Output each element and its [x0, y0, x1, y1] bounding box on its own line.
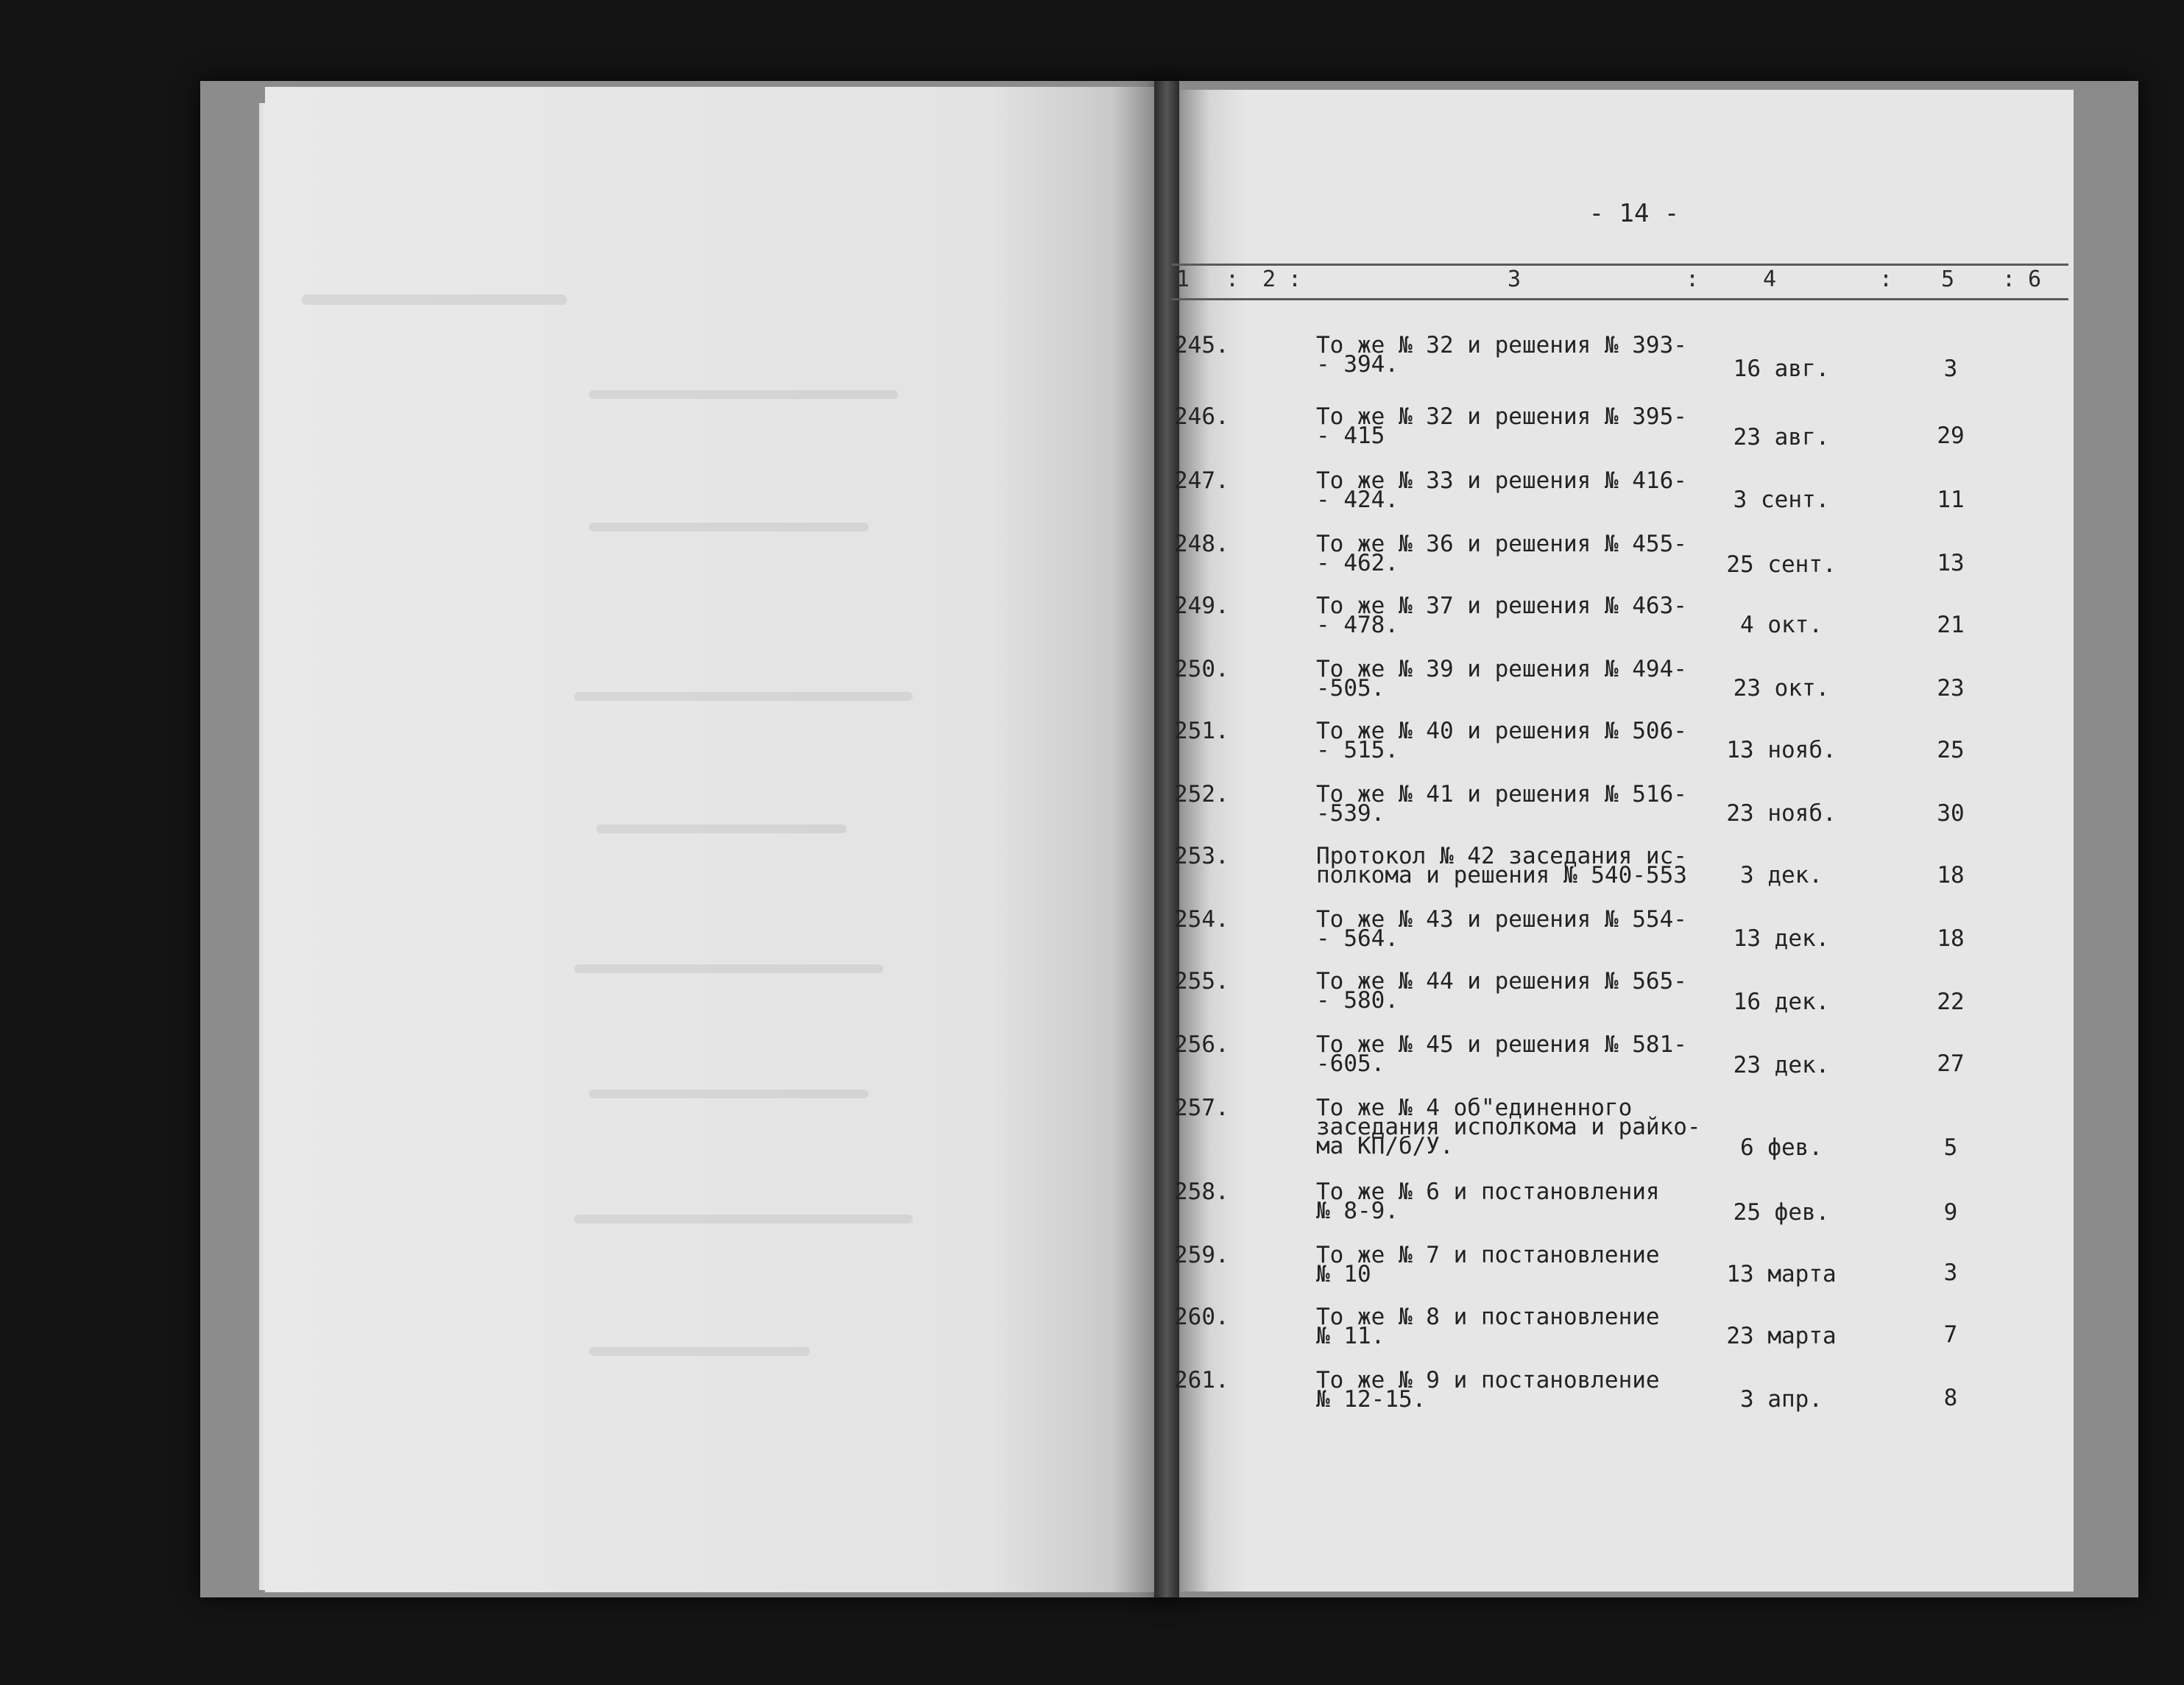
header-bottom-rule — [1172, 298, 2068, 300]
row-description: То же № 45 и решения № 581- -605. — [1316, 1031, 1687, 1077]
row-pages: 23 — [1937, 675, 1965, 702]
row-description: То же № 33 и решения № 416- - 424. — [1316, 467, 1687, 513]
row-description: То же № 37 и решения № 463- - 478. — [1316, 593, 1687, 638]
row-description: То же № 7 и постановление № 10 — [1316, 1242, 1660, 1287]
row-date: 13 дек. — [1733, 925, 1830, 952]
row-number: 249. — [1174, 593, 1229, 619]
row-description: То же № 43 и решения № 554- - 564. — [1316, 906, 1687, 952]
column-header-4: 4 — [1763, 266, 1777, 292]
row-description: То же № 4 об"единенного заседания исполкома и райко- ма КП/б/У. — [1316, 1095, 1701, 1159]
column-header-5: 5 — [1941, 266, 1955, 292]
row-number: 255. — [1174, 968, 1229, 995]
row-description: То же № 6 и постановления № 8-9. — [1316, 1179, 1660, 1224]
row-date: 16 авг. — [1733, 356, 1830, 382]
row-date: 3 сент. — [1733, 487, 1830, 513]
right-page — [1165, 90, 2074, 1592]
row-pages: 3 — [1943, 356, 1958, 382]
row-number: 251. — [1174, 718, 1229, 744]
row-date: 6 фев. — [1740, 1134, 1823, 1161]
row-description: То же № 41 и решения № 516- -539. — [1316, 781, 1687, 827]
row-description: То же № 36 и решения № 455- - 462. — [1316, 531, 1687, 576]
row-number: 257. — [1174, 1095, 1229, 1121]
row-pages: 29 — [1937, 423, 1965, 449]
row-date: 23 марта — [1726, 1323, 1837, 1349]
row-number: 245. — [1174, 332, 1229, 358]
column-separator: : — [1879, 266, 1893, 292]
row-pages: 8 — [1943, 1385, 1958, 1411]
column-separator: : — [1686, 266, 1700, 292]
row-date: 13 марта — [1726, 1261, 1837, 1287]
row-pages: 21 — [1937, 612, 1965, 638]
row-pages: 25 — [1937, 737, 1965, 763]
column-header-2: 2 — [1262, 266, 1276, 292]
row-pages: 18 — [1937, 925, 1965, 952]
row-pages: 3 — [1943, 1260, 1958, 1286]
row-pages: 30 — [1937, 800, 1965, 827]
column-separator: : — [1288, 266, 1302, 292]
row-number: 253. — [1174, 843, 1229, 869]
row-date: 25 сент. — [1726, 551, 1837, 578]
row-number: 258. — [1174, 1179, 1229, 1205]
row-description: То же № 32 и решения № 395- - 415 — [1316, 403, 1687, 449]
row-description: То же № 8 и постановление № 11. — [1316, 1304, 1660, 1349]
row-description: То же № 40 и решения № 506- - 515. — [1316, 718, 1687, 763]
row-date: 25 фев. — [1733, 1199, 1830, 1226]
row-description: Протокол № 42 заседания ис- полкома и решения № 540-553 — [1316, 843, 1687, 889]
row-pages: 5 — [1943, 1134, 1958, 1161]
column-header-6: 6 — [2028, 266, 2042, 292]
row-number: 261. — [1174, 1367, 1229, 1393]
row-pages: 13 — [1937, 550, 1965, 576]
row-pages: 27 — [1937, 1050, 1965, 1077]
row-pages: 22 — [1937, 989, 1965, 1015]
row-date: 23 дек. — [1733, 1052, 1830, 1078]
row-number: 247. — [1174, 467, 1229, 494]
row-date: 23 окт. — [1733, 675, 1830, 702]
row-number: 248. — [1174, 531, 1229, 557]
row-description: То же № 32 и решения № 393- - 394. — [1316, 332, 1687, 378]
column-header-1: 1 — [1176, 266, 1190, 292]
row-description: То же № 9 и постановление № 12-15. — [1316, 1367, 1660, 1413]
row-pages: 18 — [1937, 862, 1965, 889]
row-pages: 11 — [1937, 487, 1965, 513]
row-number: 250. — [1174, 656, 1229, 682]
row-date: 3 дек. — [1740, 862, 1823, 889]
row-date: 4 окт. — [1740, 612, 1823, 638]
row-date: 23 нояб. — [1726, 800, 1837, 827]
row-description: То же № 39 и решения № 494- -505. — [1316, 656, 1687, 702]
row-pages: 9 — [1943, 1199, 1958, 1226]
bleed-through-texture — [280, 280, 1126, 1458]
column-separator: : — [2002, 266, 2016, 292]
row-number: 259. — [1174, 1242, 1229, 1268]
row-number: 252. — [1174, 781, 1229, 808]
row-date: 16 дек. — [1733, 989, 1830, 1015]
row-number: 256. — [1174, 1031, 1229, 1058]
row-date: 13 нояб. — [1726, 737, 1837, 763]
column-separator: : — [1226, 266, 1240, 292]
row-number: 246. — [1174, 403, 1229, 430]
row-description: То же № 44 и решения № 565- - 580. — [1316, 968, 1687, 1014]
row-number: 260. — [1174, 1304, 1229, 1330]
column-header-3: 3 — [1508, 266, 1522, 292]
row-date: 23 авг. — [1733, 424, 1830, 451]
row-number: 254. — [1174, 906, 1229, 933]
row-date: 3 апр. — [1740, 1386, 1823, 1413]
header-top-rule — [1172, 264, 2068, 266]
row-pages: 7 — [1943, 1321, 1958, 1348]
page-number: - 14 - — [1588, 199, 1680, 228]
